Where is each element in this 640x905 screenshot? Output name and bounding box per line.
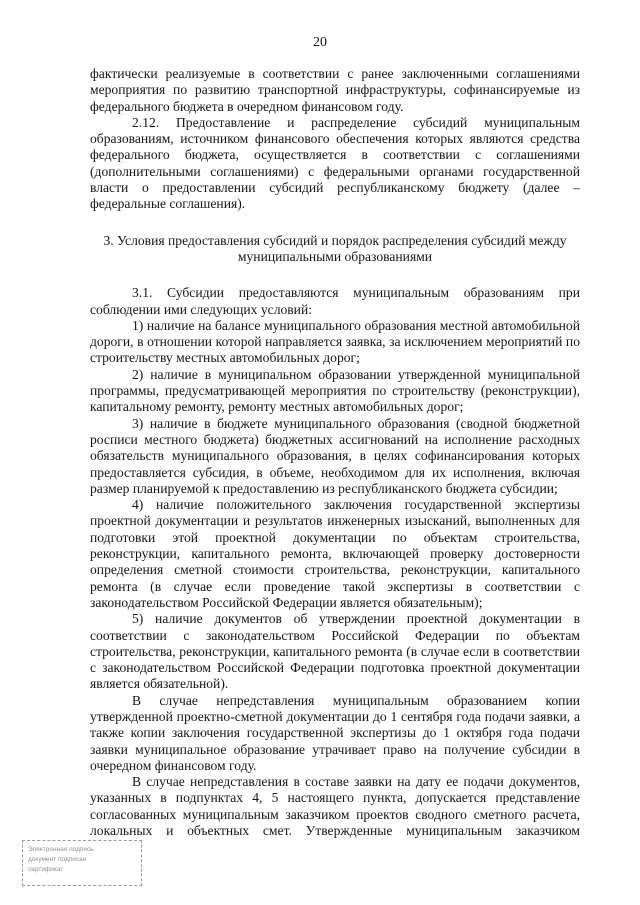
electronic-signature-stamp (22, 840, 142, 886)
paragraph-3-1: 3.1. Субсидии предоставляются муниципальным образованиям при соблюдении ими следующих условий: (90, 285, 580, 317)
condition-2: 2) наличие в муниципальном образовании утвержденной муниципальной программы, предусматривающей мероприятия по строительству (реконструкции), капитальному ремонту, ремонту местных автомобильных дорог; (90, 366, 580, 415)
condition-1: 1) наличие на балансе муниципального образования местной автомобильной дороги, в отношении которой направляется заявка, за исключением мероприятий по строительству местных автомобильных дорог; (90, 317, 580, 366)
intro-fragment: фактически реализуемые в соответствии с ранее заключенными соглашениями мероприятия по развитию транспортной инфраструктуры, софинансируемые из федерального бюджета в очередном финансовом году. (90, 66, 580, 114)
stamp-line: сертификат (28, 866, 64, 873)
condition-4: 4) наличие положительного заключения государственной экспертизы проектной документации и результатов инженерных изысканий, выполненных для подготовки этой проектной документации по объектам строительства, реконструкции, капитального ремонта, включающей проверку достоверности определения сметной стоимости строительства, реконструкции, капитального ремонта (в случае если проведение такой экспертизы в соответствии с законодательством Российской Федерации является обязательным); (90, 497, 580, 610)
condition-5: 5) наличие документов об утверждении проектной документации в соответствии с законодательством Российской Федерации по объектам строительства, реконструкции, капитального ремонта (в случае если в соответствии с законодательством Российской Федерации подготовка проектной документации является обязательной). (90, 611, 580, 692)
stamp-line: Электронная подпись (28, 846, 94, 853)
paragraph-non-submission-2: В случае непредставления в составе заявки на дату ее подачи документов, указанных в подпунктах 4, 5 настоящего пункта, допускается представление согласованных муниципальным заказчиком проектов сводного сметного расчета, локальных и объектных смет. Утвержденные муниципальным заказчиком (90, 774, 580, 839)
paragraph-non-submission-1: В случае непредставления муниципальным образованием копии утвержденной проектно-сметной документации до 1 сентября года подачи заявки, а также копии заключения государственной экспертизы до 1 октября года подачи заявки муниципальное образование утрачивает право на получение субсидии в очередном финансовом году. (90, 692, 580, 773)
section-heading: 3. Условия предоставления субсидий и порядок распределения субсидий между муниципальными образованиями (103, 232, 567, 264)
page-number: 20 (313, 35, 327, 50)
stamp-line: документ подписан (28, 856, 87, 863)
paragraph-2-12: 2.12. Предоставление и распределение субсидий муниципальным образованиям, источником финансового обеспечения которых являются средства федерального бюджета, осуществляется в соответствии с соглашениями (дополнительными соглашениями) с федеральными органами государственной власти о предоставлении субсидий республиканскому бюджету (далее – федеральные соглашения). (90, 114, 580, 212)
condition-3: 3) наличие в бюджете муниципального образования (сводной бюджетной росписи местного бюджета) бюджетных ассигнований на исполнение расходных обязательств муниципального образования, в целях софинансирования которых предоставляется субсидия, в объеме, необходимом для их исполнения, включая размер планируемой к предоставлению из республиканского бюджета субсидии; (90, 415, 580, 496)
document-body (90, 66, 580, 839)
